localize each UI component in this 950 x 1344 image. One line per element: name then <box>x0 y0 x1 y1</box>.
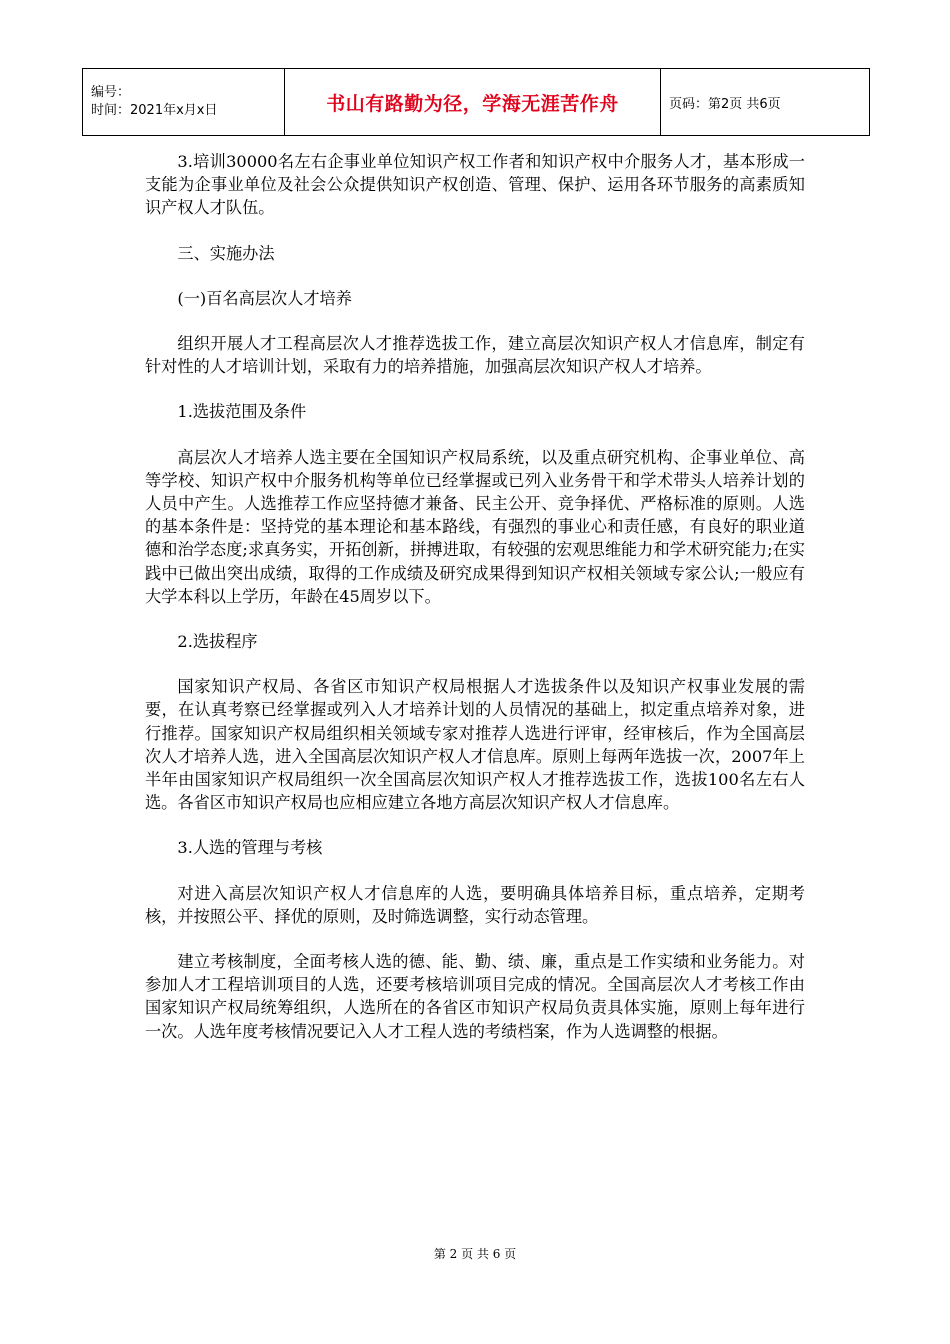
page-header <box>82 68 870 136</box>
document-body <box>145 150 805 1065</box>
header-page-cell <box>661 69 869 135</box>
document-number-label: 编号： <box>91 85 131 100</box>
header-info-cell <box>83 69 285 135</box>
item-heading: 1.选拔范围及条件 <box>177 402 307 422</box>
body-paragraph: 建立考核制度，全面考核人选的德、能、勤、绩、廉，重点是工作实绩和业务能力。对参加人才工程培训项目的人选，还要考核培训项目完成的情况。全国高层次人才考核工作由国家知识产权局统筹组织，人选所在的各省区市知识产权局负责具体实施，原则上每年进行一次。人选年度考核情况要记入人才工程人选的考绩档案，作为人选调整的根据。 <box>145 952 805 1041</box>
body-paragraph: 对进入高层次知识产权人才信息库的人选，要明确具体培养目标，重点培养，定期考核，并按照公平、择优的原则，及时筛选调整，实行动态管理。 <box>145 883 805 926</box>
body-paragraph: 高层次人才培养人选主要在全国知识产权局系统，以及重点研究机构、企事业单位、高等学校、知识产权中介服务机构等单位已经掌握或已列入业务骨干和学术带头人培养计划的人员中产生。人选推荐工作应坚持德才兼备、民主公开、竞争择优、严格标准的原则。人选的基本条件是：坚持党的基本理论和基本路线，有强烈的事业心和责任感，有良好的职业道德和治学态度;求真务实，开拓创新，拼搏进取，有较强的宏观思维能力和学术研究能力;在实践中已做出突出成绩，取得的工作成绩及研究成果得到知识产权相关领域专家公认;一般应有大学本科以上学历，年龄在45周岁以下。 <box>145 447 805 606</box>
section-heading: 三、实施办法 <box>177 243 275 263</box>
body-paragraph: 国家知识产权局、各省区市知识产权局根据人才选拔条件以及知识产权事业发展的需要，在认真考察已经掌握或列入人才培养计划的人员情况的基础上，拟定重点培养对象，进行推荐。国家知识产权局组织相关领域专家对推荐人选进行评审，经审核后，作为全国高层次人才培养人选，进入全国高层次知识产权人才信息库。原则上每两年选拔一次，2007年上半年由国家知识产权局组织一次全国高层次知识产权人才推荐选拔工作，选拔100名左右人选。各省区市知识产权局也应相应建立各地方高层次知识产权人才信息库。 <box>145 677 805 813</box>
page-footer <box>0 1245 950 1262</box>
item-heading: 3.人选的管理与考核 <box>177 838 323 858</box>
header-page-number: 页码：第2页 共6页 <box>669 96 781 112</box>
subsection-heading: (一)百名高层次人才培养 <box>177 288 352 308</box>
item-heading: 2.选拔程序 <box>177 632 258 652</box>
body-paragraph: 3.培训30000名左右企事业单位知识产权工作者和知识产权中介服务人才，基本形成一支能为企事业单位及社会公众提供知识产权创造、管理、保护、运用各环节服务的高素质知识产权人才队伍。 <box>145 152 805 218</box>
body-paragraph: 组织开展人才工程高层次人才推荐选拔工作，建立高层次知识产权人才信息库，制定有针对性的人才培训计划，采取有力的培养措施，加强高层次知识产权人才培养。 <box>145 334 805 377</box>
footer-page-number: 第 2 页 共 6 页 <box>433 1247 517 1261</box>
header-motto: 书山有路勤为径，学海无涯苦作舟 <box>326 92 619 115</box>
document-date-label: 时间：2021年x月x日 <box>91 103 218 118</box>
header-motto-cell <box>285 69 661 135</box>
